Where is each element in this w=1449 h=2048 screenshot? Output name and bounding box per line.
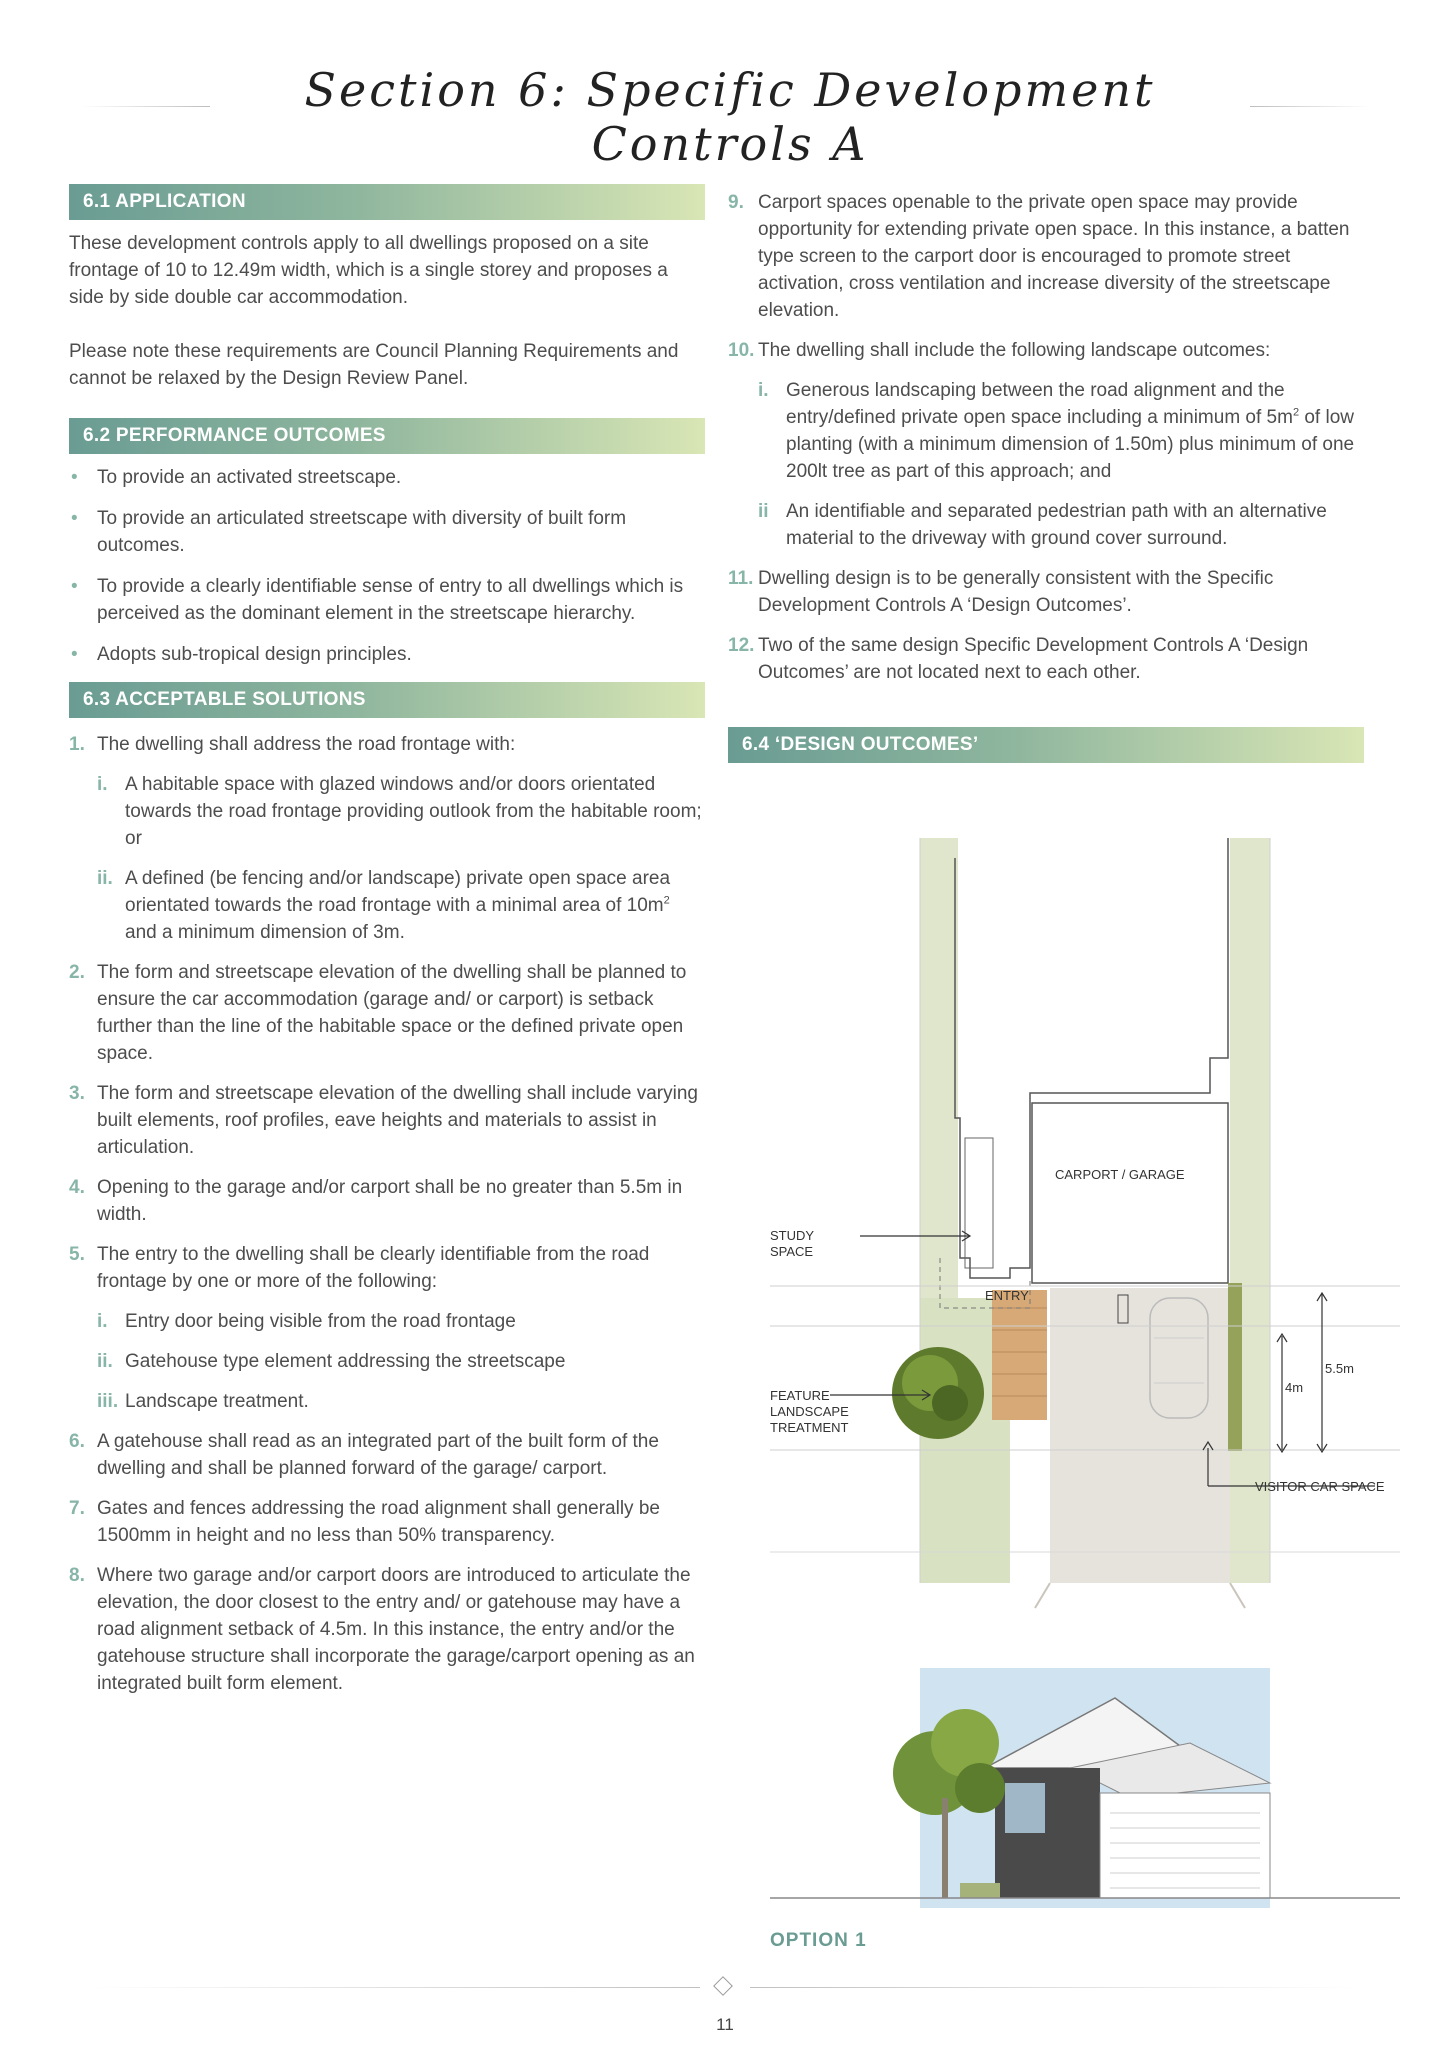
item-number: 7. — [69, 1498, 85, 1519]
application-paragraph-1: These development controls apply to all dwellings proposed on a site frontage of 10 to 12.49m width, which is a single storey and proposes a side by side double car accommodation. — [69, 233, 668, 308]
item-number: 2. — [69, 962, 85, 983]
item-text: Gates and fences addressing the road alignment shall generally be 1500mm in height and no less than 50% transparency. — [97, 1498, 660, 1546]
page-title: Section 6: Specific Development Controls A — [304, 63, 1156, 171]
solution-item-1-ii — [69, 865, 705, 946]
item-number: 9. — [728, 192, 744, 213]
list-item-text: To provide an activated streetscape. — [97, 467, 402, 488]
footer-rule-left — [90, 1987, 700, 1988]
item-text: Two of the same design Specific Development Controls A ‘Design Outcomes’ are not located next to each other. — [758, 635, 1309, 683]
solution-item-4 — [69, 1174, 705, 1228]
label-dim-4m: 4m — [1285, 1380, 1304, 1395]
solution-item-5-iii — [69, 1388, 705, 1415]
item-text: Generous landscaping between the road alignment and the entry/defined private open space including a minimum of $5m^2$ of low planting (with a minimum dimension of 1.50m) plus minimum of one 200lt tree as part of this approach; and — [786, 380, 1355, 482]
item-text: A gatehouse shall read as an integrated part of the built form of the dwelling and shall be planned forward of the garage/ carport. — [97, 1431, 659, 1479]
section-heading-6-1: 6.1 APPLICATION — [69, 184, 705, 220]
item-text: A defined (be fencing and/or landscape) private open space area orientated towards the road frontage with a minimal area of $10m^2$ and a minimum dimension of 3m. — [125, 868, 671, 943]
list-item — [69, 573, 705, 627]
item-text: An identifiable and separated pedestrian path with an alternative material to the driveway with ground cover surround. — [786, 501, 1327, 549]
section-heading-6-2: 6.2 PERFORMANCE OUTCOMES — [69, 418, 705, 454]
item-number: 11. — [728, 568, 754, 589]
list-item-text: Adopts sub-tropical design principles. — [97, 644, 412, 665]
section-heading-6-3: 6.3 ACCEPTABLE SOLUTIONS — [69, 682, 705, 718]
solution-item-1 — [69, 731, 705, 758]
application-paragraph-2: Please note these requirements are Council Planning Requirements and cannot be relaxed by the Design Review Panel. — [69, 341, 679, 389]
item-text: A habitable space with glazed windows and/or doors orientated towards the road frontage providing outlook from the habitable room; or — [125, 774, 702, 849]
item-number: ii — [758, 501, 769, 522]
label-treatment: TREATMENT — [770, 1420, 849, 1435]
item-text: The form and streetscape elevation of the dwelling shall include varying built elements, roof profiles, eave heights and materials to assist in articulation. — [97, 1083, 698, 1158]
side-boundary-strip-right — [1230, 838, 1270, 1583]
item-text: Where two garage and/or carport doors are introduced to articulate the elevation, the door closest to the entry and/ or gatehouse may have a road alignment setback of 4.5m. In this instance, the entry and/or the gatehouse structure shall incorporate the garage/carport opening as an integrated built form element. — [97, 1565, 695, 1694]
header-rule-right — [1250, 106, 1370, 107]
item-number: 1. — [69, 734, 85, 755]
bullet-icon: • — [71, 576, 78, 597]
item-text: Entry door being visible from the road frontage — [125, 1311, 516, 1332]
bullet-icon: • — [71, 467, 78, 488]
item-text: Landscape treatment. — [125, 1391, 309, 1412]
list-item-text: To provide a clearly identifiable sense of entry to all dwellings which is perceived as the dominant element in the streetscape hierarchy. — [97, 576, 684, 624]
solution-item-9 — [728, 189, 1364, 324]
diamond-icon — [713, 1976, 733, 1996]
landscape-hedge — [1228, 1283, 1242, 1451]
item-number: 8. — [69, 1565, 85, 1586]
item-number: 5. — [69, 1244, 85, 1265]
site-plan-diagram — [770, 838, 1400, 1988]
solution-item-5-i — [69, 1308, 705, 1335]
item-number: i. — [758, 380, 769, 401]
solution-item-7 — [69, 1495, 705, 1549]
item-text: Opening to the garage and/or carport shall be no greater than 5.5m in width. — [97, 1177, 683, 1225]
item-text: Dwelling design is to be generally consistent with the Specific Development Controls A ‘Design Outcomes’. — [758, 568, 1274, 616]
page-number: 11 — [716, 2015, 734, 2034]
item-number: ii. — [97, 868, 113, 889]
option-caption: OPTION 1 — [770, 1930, 867, 1951]
item-number: iii. — [97, 1391, 119, 1412]
solution-item-6 — [69, 1428, 705, 1482]
solution-item-10 — [728, 337, 1364, 364]
solution-item-10-i — [728, 377, 1364, 485]
item-number: 10. — [728, 340, 755, 361]
label-landscape: LANDSCAPE — [770, 1404, 849, 1419]
page-header — [80, 55, 1370, 171]
section-heading-6-4: 6.4 ‘DESIGN OUTCOMES’ — [728, 727, 1364, 763]
list-item-text: To provide an articulated streetscape with diversity of built form outcomes. — [97, 508, 627, 556]
bullet-icon: • — [71, 508, 78, 529]
item-text: The entry to the dwelling shall be clearly identifiable from the road frontage by one or more of the following: — [97, 1244, 650, 1292]
solution-item-1-i — [69, 771, 705, 852]
list-item — [69, 505, 705, 559]
label-entry: ENTRY — [985, 1288, 1029, 1303]
performance-outcomes-list — [69, 464, 705, 668]
label-study: STUDY — [770, 1228, 815, 1243]
carport-garage — [1032, 1103, 1228, 1283]
feature-tree-icon — [892, 1347, 984, 1439]
study-space — [965, 1138, 993, 1268]
label-space: SPACE — [770, 1244, 814, 1259]
solution-item-10-ii — [728, 498, 1364, 552]
left-column — [69, 184, 705, 1697]
solution-item-2 — [69, 959, 705, 1067]
label-carport-garage: CARPORT / GARAGE — [1055, 1167, 1185, 1182]
design-outcome-figure — [770, 838, 1400, 1988]
item-text: The dwelling shall include the following landscape outcomes: — [758, 340, 1271, 361]
solution-item-3 — [69, 1080, 705, 1161]
footer-rule-right — [750, 1987, 1360, 1988]
solution-item-11 — [728, 565, 1364, 619]
list-item — [69, 464, 705, 491]
driveway — [1050, 1288, 1230, 1583]
header-rule-left — [80, 106, 210, 107]
entry-path — [992, 1290, 1047, 1420]
item-number: 6. — [69, 1431, 85, 1452]
right-column — [728, 184, 1364, 763]
item-number: 4. — [69, 1177, 85, 1198]
label-feature: FEATURE — [770, 1388, 830, 1403]
item-number: 3. — [69, 1083, 85, 1104]
solution-item-5 — [69, 1241, 705, 1295]
driveway-crossover — [1035, 1583, 1245, 1608]
item-text: The form and streetscape elevation of the dwelling shall be planned to ensure the car accommodation (garage and/ or carport) is setback further than the line of the habitable space or the defined private open space. — [97, 962, 687, 1064]
item-number: i. — [97, 774, 108, 795]
item-text: Carport spaces openable to the private open space may provide opportunity for extending private open space. In this instance, a batten type screen to the carport door is encouraged to promote street activation, cross ventilation and increase diversity of the streetscape elevation. — [758, 192, 1350, 321]
solution-item-12 — [728, 632, 1364, 686]
label-dim-5-5m: 5.5m — [1325, 1361, 1354, 1376]
label-visitor-car-space: VISITOR CAR SPACE — [1255, 1479, 1385, 1494]
item-text: The dwelling shall address the road frontage with: — [97, 734, 516, 755]
item-number: 12. — [728, 635, 755, 656]
solution-item-5-ii — [69, 1348, 705, 1375]
item-text: Gatehouse type element addressing the streetscape — [125, 1351, 566, 1372]
bullet-icon: • — [71, 644, 78, 665]
item-number: i. — [97, 1311, 108, 1332]
list-item — [69, 641, 705, 668]
page-footer — [90, 1985, 1360, 2045]
solution-item-8 — [69, 1562, 705, 1697]
item-number: ii. — [97, 1351, 113, 1372]
